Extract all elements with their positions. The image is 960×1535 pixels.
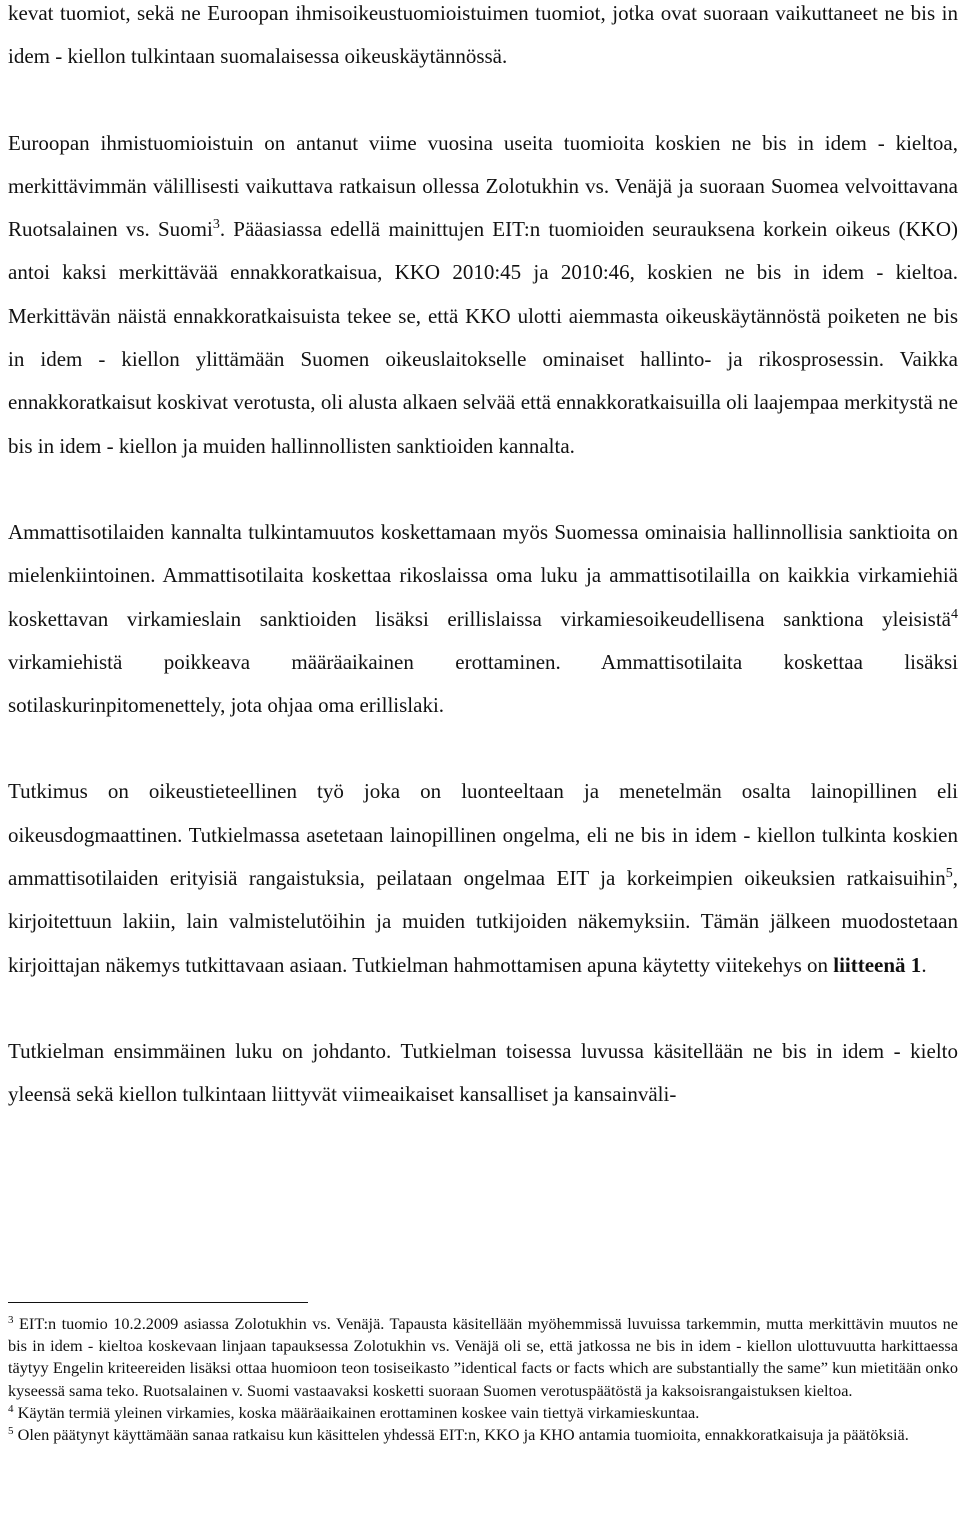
paragraph-2-text-a: Euroopan ihmistuomioistuin on antanut viime vuosina useita tuomioita koskien ne bis in idem - kieltoa, merkittävimmän välillisesti vaikuttava ratkaisun ollessa Zolotukhin vs. Venäjä ja suoraan Suomea velvoittavana Ruotsalainen vs. Suomi bbox=[8, 130, 958, 242]
paragraph-3-text-a: Ammattisotilaiden kannalta tulkintamuutos koskettamaan myös Suomessa ominaisia hallinnollisia sanktioita on mielenkiintoinen. Ammattisotilaita koskettaa rikoslaissa oma luku ja ammattisotilailla on kaikkia virkamiehiä koskettavan virkamieslain sanktioiden lisäksi erillislaissa virkamiesoikeudellisena sanktiona yleisistä bbox=[8, 519, 958, 631]
footnote-4 bbox=[8, 1402, 958, 1424]
footnotes bbox=[8, 1313, 958, 1446]
document-page bbox=[8, 0, 958, 1445]
paragraph-2 bbox=[8, 122, 958, 468]
footnote-separator bbox=[8, 1302, 308, 1303]
paragraph-4 bbox=[8, 770, 958, 986]
paragraph-4-text-b: , kirjoitettuun lakiin, lain valmistelutöihin ja muiden tutkijoiden näkemyksiin. Tämän jälkeen muodostetaan kirjoittajan näkemys tutkittavaan asiaan. Tutkielman hahmottamisen apuna käytetty viitekehys on bbox=[8, 866, 958, 977]
footnote-number: 3 bbox=[8, 1314, 14, 1326]
footnote-ref-5[interactable]: 5 bbox=[945, 866, 953, 882]
footnote-number: 5 bbox=[8, 1425, 14, 1438]
paragraph-3-text-b: virkamiehistä poikkeava määräaikainen erottaminen. Ammattisotilaita koskettaa lisäksi sotilaskurinpitomenettely, jota ohjaa oma erillislaki. bbox=[8, 649, 958, 718]
footnote-3 bbox=[8, 1313, 958, 1402]
paragraph-1-text: kevat tuomiot, sekä ne Euroopan ihmisoikeustuomioistuimen tuomiot, jotka ovat suoraan vaikuttaneet ne bis in idem - kiellon tulkintaan suomalaisessa oikeuskäytännössä. bbox=[8, 1, 958, 69]
paragraph-1 bbox=[8, 0, 958, 79]
paragraph-4-text-c: . bbox=[921, 952, 927, 977]
footnote-text: Olen päätynyt käyttämään sanaa ratkaisu kun käsittelen yhdessä EIT:n, KKO ja KHO antamia tuomioita, ennakkoratkaisuja ja päätöksiä. bbox=[17, 1425, 909, 1445]
footnote-text: EIT:n tuomio 10.2.2009 asiassa Zolotukhin vs. Venäjä. Tapausta käsitellään myöhemmissä luvuissa tarkemmin, mutta merkittävin muutos ne bis in idem - kieltoa koskevaan linjaan tapauksessa Zolotukhin vs. Venäjä oli se, että jatkossa ne bis in idem - kiellon ulottuvuutta harkittaessa täytyy Engelin kriteereiden lisäksi ottaa huomioon teon tosiseikasto ”identical facts or facts which are substantially the same” kun mietitään onko kyseessä sama teko. Ruotsalainen v. Suomi vastaavaksi kosketti suoraan Suomen verotuspäätöstä ja kaksoisrangaistuksen kieltoa. bbox=[8, 1314, 958, 1400]
paragraph-5 bbox=[8, 1030, 958, 1117]
paragraph-4-text-a: Tutkimus on oikeustieteellinen työ joka on luonteeltaan ja menetelmän osalta lainopillinen eli oikeusdogmaattinen. Tutkielmassa asetetaan lainopillinen ongelma, eli ne bis in idem - kiellon tulkinta koskien ammattisotilaiden erityisiä rangaistuksia, peilataan ongelmaa EIT ja korkeimpien oikeuksien ratkaisuihin bbox=[8, 779, 958, 891]
paragraph-2-text-b: . Pääasiassa edellä mainittujen EIT:n tuomioiden seurauksena korkein oikeus (KKO) antoi kaksi merkittävää ennakkoratkaisua, KKO 2010:45 ja 2010:46, koskien ne bis in idem - kieltoa. Merkittävän näistä ennakkoratkaisuista tekee se, että KKO ulotti aiemmasta oikeuskäytännöstä poiketen ne bis in idem - kiellon ylittämään Suomen oikeuslaitokselle ominaiset hallinto- ja rikosprosessin. Vaikka ennakkoratkaisut koskivat verotusta, oli alusta alkaen selvää että ennakkoratkaisuilla oli laajempaa merkitystä ne bis in idem - kiellon ja muiden hallinnollisten sanktioiden kannalta. bbox=[8, 217, 958, 458]
appendix-reference: liitteenä 1 bbox=[833, 952, 922, 977]
paragraph-5-text: Tutkielman ensimmäinen luku on johdanto. Tutkielman toisessa luvussa käsitellään ne bis in idem - kielto yleensä sekä kiellon tulkintaan liittyvät viimeaikaiset kansalliset ja kansainväli- bbox=[8, 1038, 958, 1107]
paragraph-3 bbox=[8, 511, 958, 727]
footnote-ref-3[interactable]: 3 bbox=[212, 217, 220, 233]
footnote-number: 4 bbox=[8, 1402, 14, 1415]
footnote-text: Käytän termiä yleinen virkamies, koska määräaikainen erottaminen koskee vain tiettyä virkamieskuntaa. bbox=[17, 1402, 700, 1422]
footnote-ref-4[interactable]: 4 bbox=[951, 606, 958, 622]
footnote-5 bbox=[8, 1424, 958, 1446]
